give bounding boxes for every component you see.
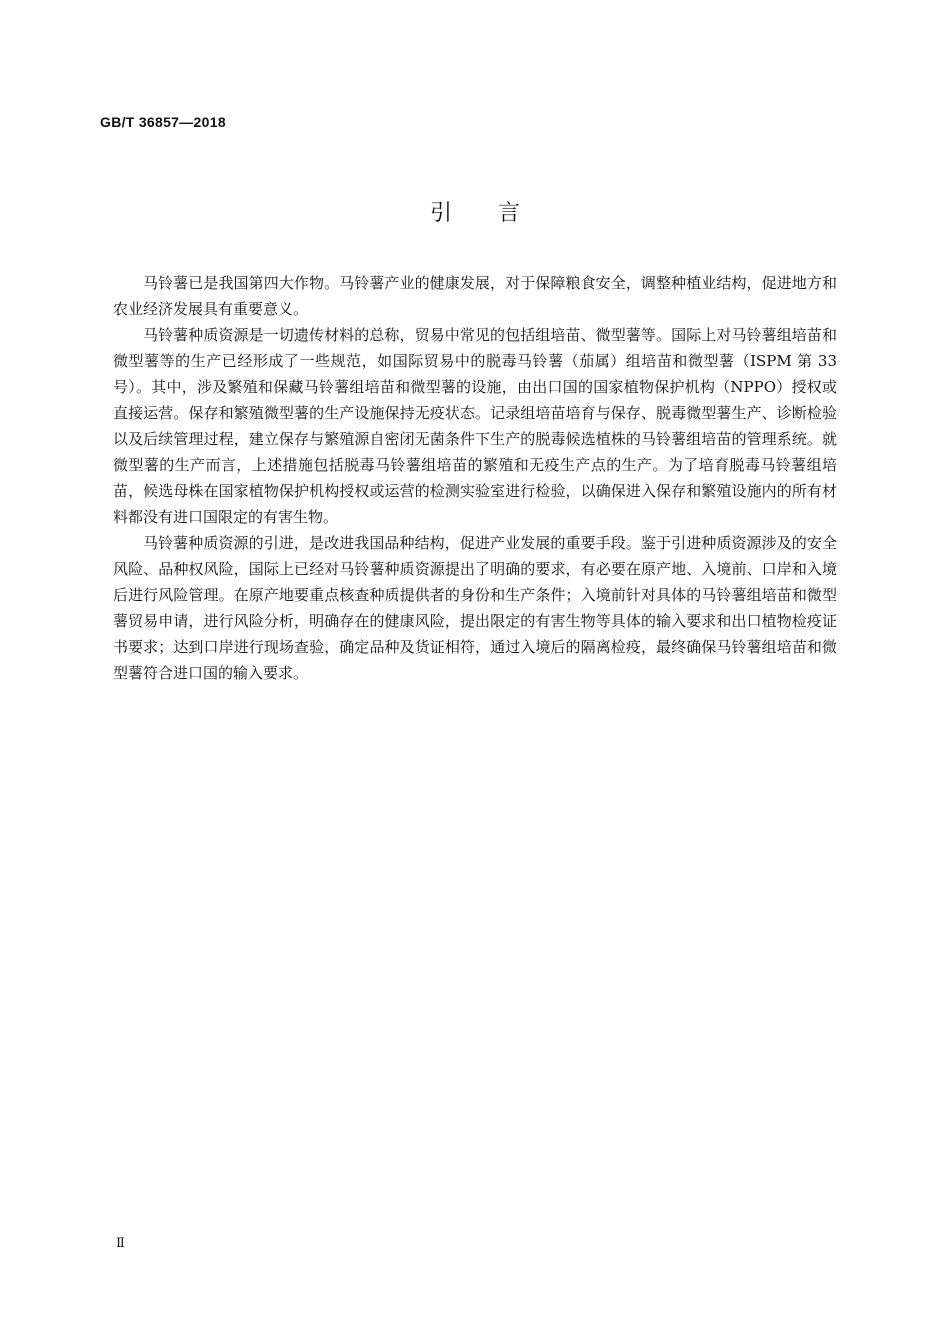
paragraph: 马铃薯种质资源的引进，是改进我国品种结构，促进产业发展的重要手段。鉴于引进种质资源涉及的安全风险、品种权风险，国际上已经对马铃薯种质资源提出了明确的要求，有必要在原产地、入境前、口岸和入境后进行风险管理。在原产地要重点核查种质提供者的身份和生产条件；入境前针对具体的马铃薯组培苗和微型薯贸易申请，进行风险分析，明确存在的健康风险，提出限定的有害生物等具体的输入要求和出口植物检疫证书要求；达到口岸进行现场查验，确定品种及货证相符，通过入境后的隔离检疫，最终确保马铃薯组培苗和微型薯符合进口国的输入要求。: [113, 534, 837, 682]
body-text: [113, 270, 837, 686]
page-number: Ⅱ: [116, 1236, 125, 1251]
section-title: 引言: [429, 201, 566, 226]
paragraph: 马铃薯种质资源是一切遗传材料的总称，贸易中常见的包括组培苗、微型薯等。国际上对马铃薯组培苗和微型薯等的生产已经形成了一些规范，如国际贸易中的脱毒马铃薯（茄属）组培苗和微型薯（ISPM 第 33 号）。其中，涉及繁殖和保藏马铃薯组培苗和微型薯的设施，由出口国的国家植物保护机构（NPPO）授权或直接运营。保存和繁殖微型薯的生产设施保持无疫状态。记录组培苗培育与保存、脱毒微型薯生产、诊断检验以及后续管理过程，建立保存与繁殖源自密闭无菌条件下生产的脱毒候选植株的马铃薯组培苗的管理系统。就微型薯的生产而言，上述措施包括脱毒马铃薯组培苗的繁殖和无疫生产点的生产。为了培育脱毒马铃薯组培苗，候选母株在国家植物保护机构授权或运营的检测实验室进行检验，以确保进入保存和繁殖设施内的所有材料都没有进口国限定的有害生物。: [113, 326, 837, 526]
standard-code: GB/T 36857—2018: [100, 114, 226, 130]
paragraph: 马铃薯已是我国第四大作物。马铃薯产业的健康发展，对于保障粮食安全，调整种植业结构，促进地方和农业经济发展具有重要意义。: [113, 274, 837, 318]
